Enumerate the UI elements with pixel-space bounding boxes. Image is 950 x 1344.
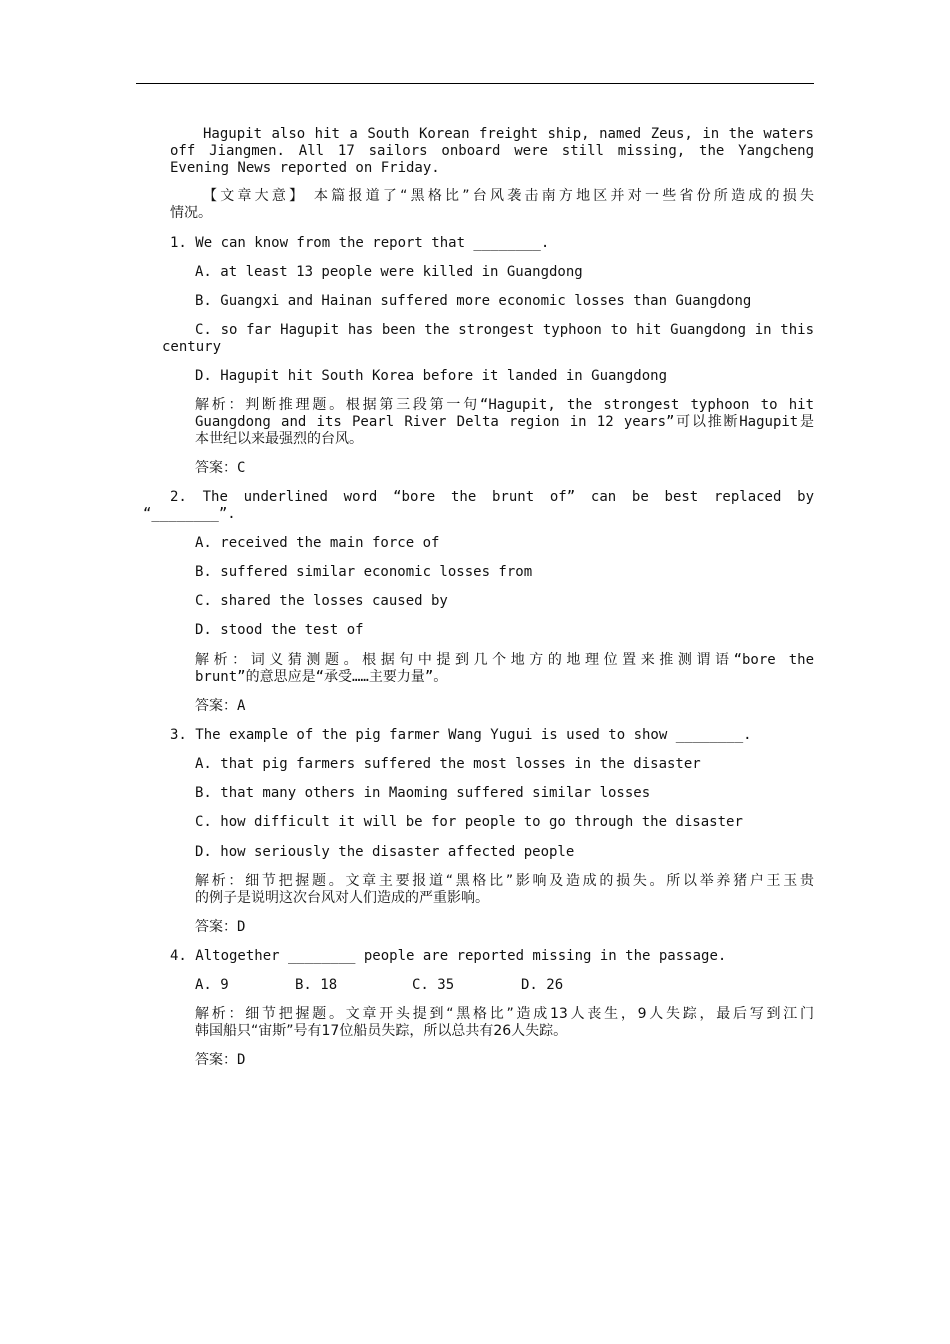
explanation-line: 韩国船只“宙斯”号有17位船员失踪，所以总共有26人失踪。: [195, 1023, 568, 1039]
question-stem: 4. Altogether ________ people are reported missing in the passage.: [170, 948, 727, 964]
question-stem: 1. We can know from the report that ________.: [170, 235, 550, 251]
option-b: B. 18: [295, 977, 338, 993]
option-b: B. suffered similar economic losses from: [195, 564, 533, 580]
option-a: A. at least 13 people were killed in Guangdong: [195, 264, 583, 280]
explanation-line: brunt”的意思应是“承受……主要力量”。: [195, 669, 448, 685]
question-stem: 2. The underlined word “bore the brunt of” can be best replaced by: [170, 489, 814, 505]
explanation-line: 解析：词义猜测题。根据句中提到几个地方的地理位置来推测谓语“bore the: [195, 652, 814, 668]
explanation-line: 解析：细节把握题。文章主要报道“黑格比”影响及造成的损失。所以举养猪户王玉贵: [195, 873, 814, 889]
explanation-line: 的例子是说明这次台风对人们造成的严重影响。: [195, 890, 489, 906]
option-b: B. that many others in Maoming suffered similar losses: [195, 785, 651, 801]
option-d: D. how seriously the disaster affected people: [195, 844, 575, 860]
option-d: D. 26: [521, 977, 564, 993]
summary-line: 情况。: [170, 205, 212, 221]
answer-line: 答案：D: [195, 919, 246, 935]
passage-line: Evening News reported on Friday.: [170, 160, 440, 176]
explanation-line: 解析：判断推理题。根据第三段第一句“Hagupit, the strongest typhoon to hit: [195, 397, 814, 413]
option-c: C. so far Hagupit has been the strongest typhoon to hit Guangdong in this: [195, 322, 814, 338]
option-c: C. how difficult it will be for people to go through the disaster: [195, 814, 743, 830]
option-c-continued: century: [162, 339, 222, 355]
option-a: A. 9: [195, 977, 229, 993]
answer-line: 答案：A: [195, 698, 246, 714]
explanation-line: 解析：细节把握题。文章开头提到“黑格比”造成13人丧生，9人失踪，最后写到江门: [195, 1006, 814, 1022]
question-stem-continued: “________”.: [143, 506, 236, 522]
option-d: D. Hagupit hit South Korea before it landed in Guangdong: [195, 368, 668, 384]
summary-line: 【文章大意】 本篇报道了“黑格比”台风袭击南方地区并对一些省份所造成的损失: [203, 188, 814, 204]
explanation-line: Guangdong and its Pearl River Delta region in 12 years”可以推断Hagupit是: [195, 414, 814, 430]
answer-line: 答案：C: [195, 460, 246, 476]
answer-line: 答案：D: [195, 1052, 246, 1068]
explanation-line: 本世纪以来最强烈的台风。: [195, 431, 363, 447]
option-b: B. Guangxi and Hainan suffered more economic losses than Guangdong: [195, 293, 752, 309]
option-c: C. shared the losses caused by: [195, 593, 448, 609]
question-stem: 3. The example of the pig farmer Wang Yugui is used to show ________.: [170, 727, 752, 743]
passage-line: off Jiangmen. All 17 sailors onboard were still missing, the Yangcheng: [170, 143, 814, 159]
passage-line: Hagupit also hit a South Korean freight ship, named Zeus, in the waters: [203, 126, 814, 142]
option-c: C. 35: [412, 977, 455, 993]
option-a: A. received the main force of: [195, 535, 440, 551]
option-d: D. stood the test of: [195, 622, 364, 638]
option-a: A. that pig farmers suffered the most losses in the disaster: [195, 756, 701, 772]
